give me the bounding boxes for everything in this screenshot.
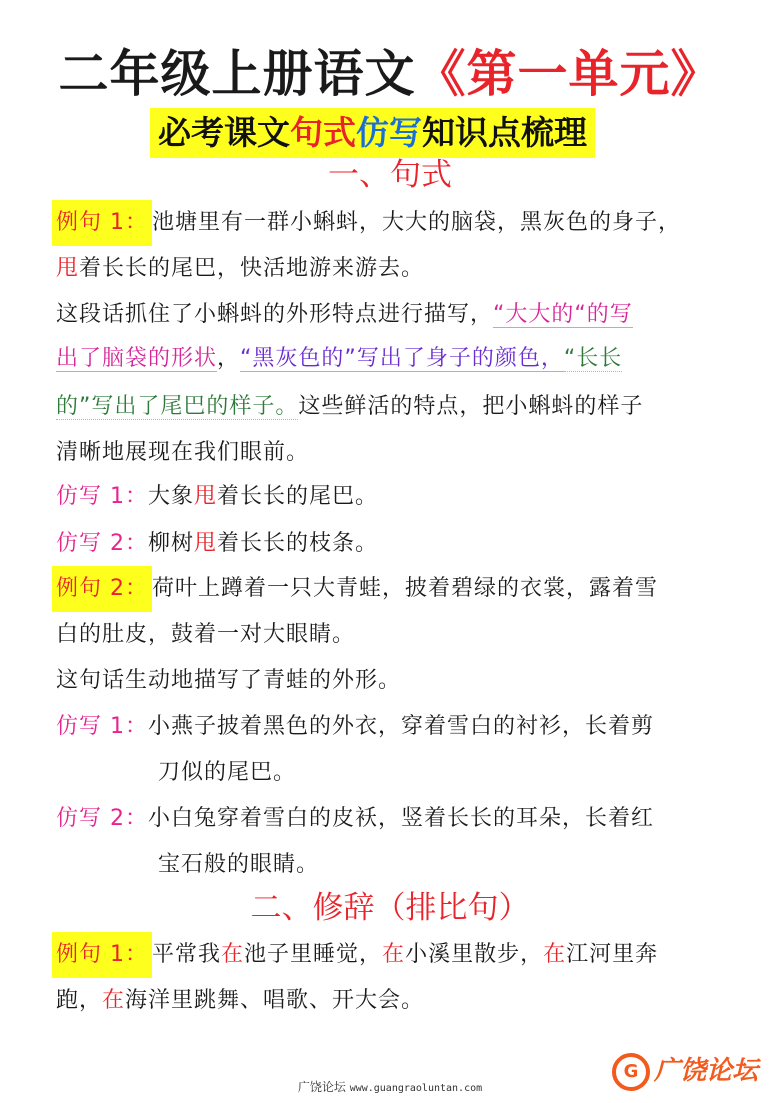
ex1-red-char: 甩	[56, 256, 80, 281]
site-logo	[612, 1050, 758, 1091]
s2-ex1-line2	[56, 984, 424, 1018]
analysis1-text1: 这段话抓住了小蝌蚪的外形特点进行描写，	[56, 302, 494, 327]
fx3-label: 仿写 1：	[56, 714, 148, 739]
fx1-line	[56, 480, 378, 514]
fx2-pre: 柳树	[148, 531, 195, 556]
fx1-label: 仿写 1：	[56, 484, 148, 509]
page-subtitle	[150, 108, 595, 158]
fx4-label: 仿写 2：	[56, 806, 148, 831]
analysis1-text3: 这些鲜活的特点，把小蝌蚪的样子	[298, 394, 644, 419]
analysis1-pink1: “大大的“的写	[493, 302, 633, 327]
analysis1-green2: 的”写出了尾巴的样子。	[56, 394, 299, 419]
analysis1-line1	[56, 298, 633, 332]
title-part1: 二年级上册语文	[58, 45, 416, 103]
ex2-line1	[56, 566, 658, 612]
analysis1-green1: “长长	[563, 346, 623, 371]
s2-t3: 小溪里散步，	[405, 942, 544, 967]
fx2-post: 着长长的枝条。	[217, 531, 379, 556]
s2-r2: 在	[382, 942, 406, 967]
title-part2: 《第一单元》	[415, 45, 722, 103]
fx4-line2: 宝石般的眼睛。	[158, 852, 320, 877]
ex1-text2: 着长长的尾巴，快活地游来游去。	[79, 256, 425, 281]
fx1-pre: 大象	[148, 484, 195, 509]
fx3-line1	[56, 710, 654, 744]
analysis1-line2	[56, 342, 622, 376]
section2-heading: 二、修辞（排比句）	[250, 890, 530, 926]
s2-t5: 跑，	[56, 988, 103, 1013]
ex2-label: 例句 2：	[52, 566, 152, 612]
s2-r1: 在	[221, 942, 245, 967]
subtitle-highlight-1: 句式	[290, 113, 356, 152]
ex1-text1: 池塘里有一群小蝌蚪，大大的脑袋，黑灰色的身子，	[152, 210, 682, 235]
analysis1-line3	[56, 390, 643, 424]
ex1-label: 例句 1：	[52, 200, 152, 246]
s2-r4: 在	[102, 988, 126, 1013]
subtitle-post: 知识点梳理	[422, 113, 587, 152]
s2-ex1-label: 例句 1：	[52, 932, 152, 978]
s2-r3: 在	[543, 942, 567, 967]
analysis1-line4: 清晰地展现在我们眼前。	[56, 440, 310, 465]
ex1-line2	[56, 252, 424, 286]
analysis2-line: 这句话生动地描写了青蛙的外形。	[56, 668, 402, 693]
s2-ex1-line1	[56, 932, 658, 978]
ex2-line2: 白的肚皮，鼓着一对大眼睛。	[56, 622, 356, 647]
fx3-text1: 小燕子披着黑色的外衣，穿着雪白的衬衫，长着剪	[148, 714, 655, 739]
fx2-line	[56, 527, 378, 561]
analysis1-blue: “黑灰色的”写出了身子的颜色，	[240, 346, 564, 371]
analysis1-sep: ，	[217, 346, 241, 371]
ex2-text1: 荷叶上蹲着一只大青蛙，披着碧绿的衣裳，露着雪	[152, 576, 659, 601]
s2-t6: 海洋里跳舞、唱歌、开大会。	[125, 988, 425, 1013]
fx2-red: 甩	[194, 531, 218, 556]
fx1-post: 着长长的尾巴。	[217, 484, 379, 509]
analysis1-pink2: 出了脑袋的形状	[56, 346, 218, 371]
fx1-red: 甩	[194, 484, 218, 509]
footer-url[interactable]: www.guangraoluntan.com	[349, 1083, 483, 1094]
section1-heading: 一、句式	[328, 157, 452, 193]
logo-icon: G	[612, 1053, 650, 1091]
s2-t2: 池子里睡觉，	[244, 942, 383, 967]
logo-text: 广饶论坛	[654, 1056, 759, 1086]
footer-site-name: 广饶论坛	[297, 1080, 346, 1094]
fx3-line2: 刀似的尾巴。	[158, 760, 297, 785]
fx4-line1	[56, 802, 654, 836]
page-title	[0, 42, 780, 106]
fx4-text1: 小白兔穿着雪白的皮袄，竖着长长的耳朵，长着红	[148, 806, 655, 831]
subtitle-pre: 必考课文	[158, 113, 290, 152]
fx2-label: 仿写 2：	[56, 531, 148, 556]
subtitle-highlight-2: 仿写	[356, 113, 422, 152]
s2-t1: 平常我	[152, 942, 222, 967]
ex1-line1	[56, 200, 681, 246]
s2-t4: 江河里奔	[566, 942, 659, 967]
